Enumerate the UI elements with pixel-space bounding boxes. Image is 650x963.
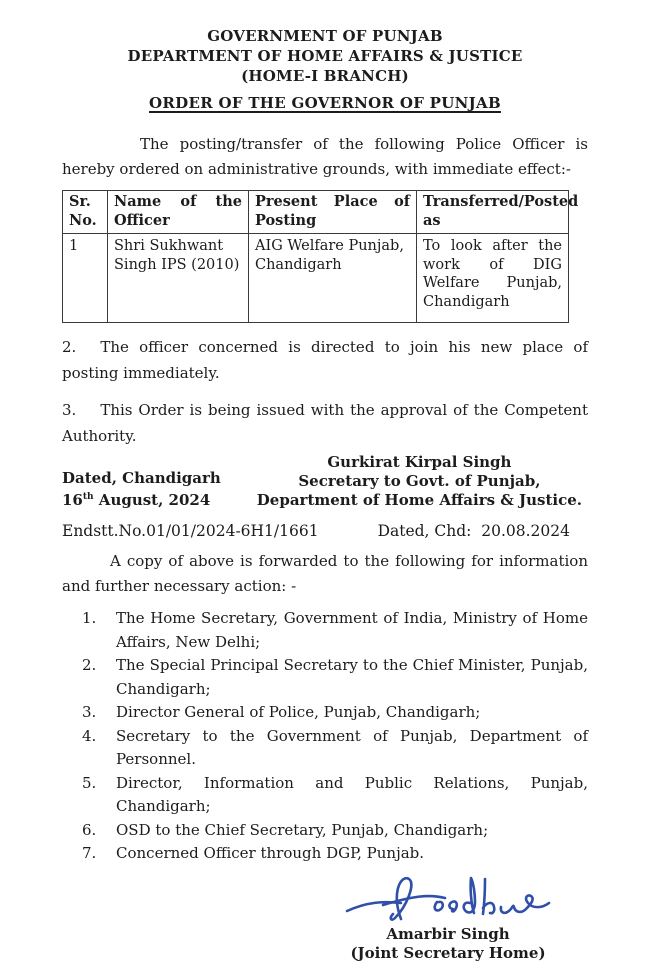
posting-table [62, 190, 579, 323]
col-header-sr-no: Sr. No. [63, 191, 108, 234]
list-item-text: Concerned Officer through DGP, Punjab. [116, 844, 425, 862]
issuing-officer-title: Secretary to Govt. of Punjab, [298, 472, 541, 490]
paragraph-2 [62, 334, 588, 386]
dateline-place: Dated, Chandigarh [62, 469, 221, 487]
issuing-officer-department: Department of Home Affairs & Justice. [256, 491, 583, 509]
paragraph-3-text: This Order is being issued with the approval of the Competent Authority. [62, 401, 588, 445]
list-item-number: 4. [82, 726, 97, 745]
list-item [82, 772, 588, 819]
intro-paragraph: The posting/transfer of the following Police Officer is hereby ordered on administrative grounds, with immediate effect:- [62, 135, 588, 178]
paragraph-3 [62, 397, 588, 449]
issuing-officer-block [251, 453, 588, 510]
paragraph-2-number: 2. [62, 338, 77, 356]
order-title [62, 93, 588, 114]
date-day: 16 [62, 491, 83, 509]
date-rest: August, 2024 [93, 491, 211, 509]
list-item-text: Director General of Police, Punjab, Chandigarh; [116, 703, 481, 721]
cell-present-posting: AIG Welfare Punjab, Chandigarh [249, 234, 417, 323]
paragraph-3-number: 3. [62, 401, 77, 419]
list-item-number: 1. [82, 609, 97, 627]
dateline-date [62, 488, 221, 510]
date-ordinal: th [82, 492, 94, 502]
list-item [82, 725, 588, 772]
list-item [82, 701, 588, 725]
order-title-text: ORDER OF THE GOVERNOR OF PUNJAB [149, 94, 501, 112]
list-item [82, 654, 588, 701]
letterhead [62, 26, 588, 86]
table-header-row [63, 191, 569, 234]
signatory-title: (Joint Secretary Home) [350, 943, 546, 962]
list-item-text: OSD to the Chief Secretary, Punjab, Chandigarh; [116, 820, 489, 839]
list-item-number: 3. [82, 703, 97, 721]
branch-name: (HOME-I BRANCH) [241, 67, 409, 85]
list-item-text: Secretary to the Government of Punjab, Department of Personnel. [116, 726, 588, 768]
list-item-text: Director, Information and Public Relations, Punjab, Chandigarh; [116, 773, 588, 815]
list-item-number: 2. [82, 656, 97, 674]
list-item-text: The Special Principal Secretary to the Chief Minister, Punjab, Chandigarh; [116, 656, 588, 698]
endorsement-row [62, 522, 588, 540]
list-item [82, 819, 588, 843]
dateline-block [62, 469, 221, 510]
col-header-officer-name: Name of the Officer [108, 191, 249, 234]
cell-transferred-as: To look after the work of DIG Welfare Punjab, Chandigarh [417, 234, 569, 323]
handwritten-signature-icon [343, 869, 553, 929]
col-header-transferred-as: Transferred/Posted as [417, 191, 569, 234]
list-item-text: The Home Secretary, Government of India, Ministry of Home Affairs, New Delhi; [116, 609, 588, 651]
list-item-number: 5. [82, 773, 97, 792]
paragraph-2-text: The officer concerned is directed to join his new place of posting immediately. [62, 338, 588, 382]
list-item [82, 607, 588, 654]
list-item-number: 7. [82, 844, 97, 862]
col-header-present-posting: Present Place of Posting [249, 191, 417, 234]
issuing-officer-name: Gurkirat Kirpal Singh [327, 453, 512, 471]
distribution-list [82, 607, 588, 866]
signature-block [312, 869, 584, 963]
endorsement-number: Endstt.No.01/01/2024-6H1/1661 [62, 522, 319, 540]
forwarding-paragraph: A copy of above is forwarded to the following for information and further necessary action: - [62, 552, 588, 595]
department-name: DEPARTMENT OF HOME AFFAIRS & JUSTICE [127, 47, 523, 65]
signatory-name: Amarbir Singh [386, 924, 510, 943]
endorsement-date: Dated, Chd: 20.08.2024 [377, 522, 570, 540]
cell-sr-no: 1 [63, 234, 108, 323]
signoff-section [62, 453, 588, 510]
government-name: GOVERNMENT OF PUNJAB [207, 27, 443, 45]
table-row [63, 234, 569, 323]
cell-officer-name: Shri Sukhwant Singh IPS (2010) [108, 234, 249, 323]
list-item [82, 842, 588, 866]
list-item-number: 6. [82, 820, 97, 839]
